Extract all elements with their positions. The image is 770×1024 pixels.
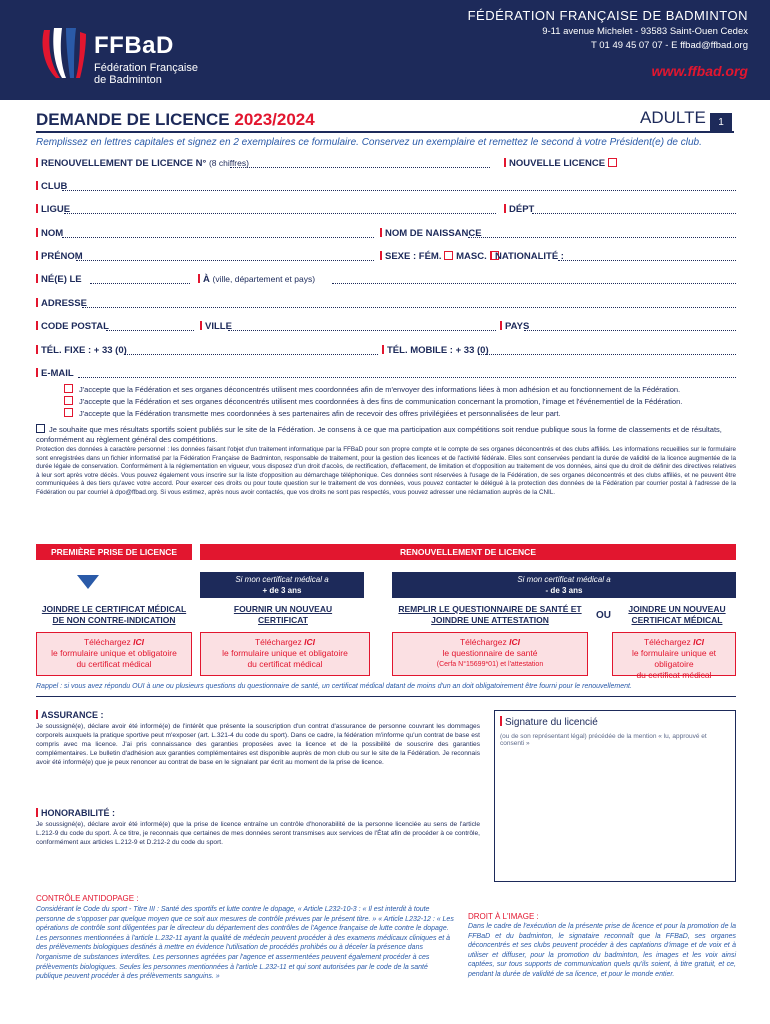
- category-label: ADULTE: [640, 108, 706, 127]
- consent-3: J'accepte que la Fédération transmette mes coordonnées à ses partenaires afin de recevoir des offres privilégiées et personnalisées de leur part.: [64, 408, 561, 418]
- club-field[interactable]: [62, 183, 736, 191]
- download-link-2[interactable]: ICI: [304, 637, 315, 647]
- email-label: E-MAIL: [36, 368, 74, 379]
- arrow-down-icon: [77, 575, 99, 589]
- req-renew-cert: JOINDRE UN NOUVEAU CERTIFICAT MÉDICAL: [628, 604, 726, 625]
- lieu-field[interactable]: [332, 276, 736, 284]
- pays-field[interactable]: [524, 323, 736, 331]
- download-link-3[interactable]: ICI: [509, 637, 520, 647]
- code-postal-field[interactable]: [106, 323, 194, 331]
- section-divider: [36, 696, 736, 697]
- shuttlecock-icon: [36, 26, 88, 82]
- cert-more-3-years: Si mon certificat médical a + de 3 ans: [200, 572, 364, 598]
- lieu-label: À (ville, département et pays): [198, 274, 315, 285]
- adresse-label: ADRESSE: [36, 298, 87, 309]
- page-title: [36, 110, 315, 130]
- dept-field[interactable]: [532, 206, 736, 214]
- renewal-banner: RENOUVELLEMENT DE LICENCE: [200, 544, 736, 560]
- prenom-label: PRÉNOM: [36, 251, 83, 262]
- ligue-label: LIGUE: [36, 204, 70, 215]
- or-label: OU: [596, 610, 611, 621]
- pays-label: PAYS: [500, 321, 529, 332]
- download-link-1[interactable]: ICI: [133, 637, 144, 647]
- page-number: 1: [710, 113, 732, 133]
- download-box-4[interactable]: Téléchargez ICI le formulaire unique et obligatoire du certificat médical: [612, 632, 736, 676]
- club-label: CLUB: [36, 181, 67, 192]
- antidopage-text: Considérant le Code du sport - Titre III : Santé des sportifs et lutte contre le dopage, « Article L232-10-3 : « Il est interdit à toute personne de s'opposer par quelque moyen que ce soit aux mesures de contrôle prévues par le présent titre. » « Article L232-12 : « Les opérations de contrôle sont diligentées par le directeur du département des contrôles de l'Agence française de lutte contre le dopage. Les personnes mentionnées à l'article L.232-11 ayant la qualité de médecin peuvent procéder à des examens médicaux cliniques et à des prélèvements biologiques destinés à mettre en évidence l'utilisation de procédés prohibés ou à déceler la présence dans l'organisme de substances interdites. Les personnes agréées par l'agence et assermentées peuvent également procéder à ces prélèvements biologiques. Seules les personnes mentionnées à l'article L.232-11 et qui sont autorisées par le code de la santé publique peuvent procéder à des prélèvements sanguins. »: [36, 906, 454, 981]
- signature-subtitle: (ou de son représentant légal) précédée de la mention « lu, approuvé et consenti »: [500, 733, 707, 747]
- ligue-field[interactable]: [64, 206, 496, 214]
- assurance-text: Je soussigné(e), déclare avoir été informé(e) de l'intérêt que présente la souscription d'un contrat d'assurance de personne couvrant les dommages corporels auxquels la pratique sportive peut m'exposer (art. L.321-4 du code du sport). Dans ce cadre, la fédération m'informe qu'un contrat de base est compris avec ma licence. J'ai pris connaissance des garanties proposées avec la licence et de la possibilité de souscrire des garanties complémentaires. Le bulletin d'adhésion aux garanties complémentaires est disponible auprès de mon club ou sur le site de la Fédération. Je reconnais avoir été informé(e) que je peux renoncer au contrat de base en le signalant par écrit au moment de la prise de licence.: [36, 723, 480, 767]
- title-divider: [36, 131, 734, 133]
- org-info: [468, 8, 748, 79]
- nationalite-field[interactable]: [558, 253, 736, 261]
- dept-label: DÉPT: [504, 204, 534, 215]
- download-box-1[interactable]: Téléchargez ICI le formulaire unique et obligatoire du certificat médical: [36, 632, 192, 676]
- code-postal-label: CODE POSTAL: [36, 321, 109, 332]
- nom-label: NOM: [36, 228, 63, 239]
- honorabilite-text: Je soussigné(e), déclare avoir été informé(e) que la prise de licence entraîne un contrôle d'honorabilité de la personne licenciée au sens de l'article L.212-9 du code du sport. À ce titre, je reconnais que certaines de mes données seront transmises aux services de l'État afin de procéder à ce contrôle, conformément aux articles L.212-9 et D.212-2 du code du sport.: [36, 821, 480, 847]
- prenom-field[interactable]: [76, 253, 374, 261]
- masc-label: MASC.: [456, 251, 487, 262]
- intro-text: Remplissez en lettres capitales et signez en 2 exemplaires ce formulaire. Conservez un exemplaire et remettez le second à votre Président(e) de club.: [36, 137, 702, 148]
- renewal-label: RENOUVELLEMENT DE LICENCE N° (8 chiffres): [36, 158, 249, 169]
- page-header: [0, 0, 770, 100]
- consent-results-checkbox[interactable]: [36, 424, 45, 433]
- nee-le-label: NÉ(E) LE: [36, 274, 82, 285]
- logo-text: [94, 32, 198, 86]
- ville-field[interactable]: [228, 323, 496, 331]
- logo-sub-1: Fédération Française: [94, 62, 198, 74]
- org-name: FÉDÉRATION FRANÇAISE DE BADMINTON: [467, 8, 748, 23]
- reminder-text: Rappel : si vous avez répondu OUI à une ou plusieurs questions du questionnaire de santé, un certificat médical datant de moins d'un an doit obligatoirement être fourni pour le renouvellement.: [36, 683, 632, 690]
- assurance-title: ASSURANCE :: [36, 710, 104, 720]
- new-licence-checkbox[interactable]: [608, 158, 617, 167]
- image-rights-text: Dans le cadre de l'exécution de la présente prise de licence et pour la promotion de la FFBaD et du badminton, le signataire reconnaît que la FFBaD, ses organes déconcentrés et ses clubs peuvent procéder à des captations d'image et de voix et à utiliser et diffuser, pour la promotion du badminton, les images et les voix ainsi captées, sur tous supports de communication quels qu'ils soient, à titre gratuit, et ce, pendant la durée de validité de sa licence, et pour le monde entier.: [468, 923, 736, 978]
- consent-3-checkbox[interactable]: [64, 408, 73, 417]
- req-questionnaire: REMPLIR LE QUESTIONNAIRE DE SANTÉ ET JOINDRE UNE ATTESTATION: [398, 604, 582, 625]
- nom-naissance-label: NOM DE NAISSANCE: [380, 228, 482, 239]
- honorabilite-title: HONORABILITÉ :: [36, 808, 115, 818]
- req-new-cert: FOURNIR UN NOUVEAU CERTIFICAT: [233, 604, 333, 625]
- tel-fixe-label: TÉL. FIXE : + 33 (0): [36, 345, 127, 356]
- cert-less-3-years: Si mon certificat médical a - de 3 ans: [392, 572, 736, 598]
- ville-label: VILLE: [200, 321, 232, 332]
- title-year: 2023/2024: [234, 110, 315, 129]
- consent-2-checkbox[interactable]: [64, 396, 73, 405]
- nationalite-label: NATIONALITÉ :: [490, 251, 564, 262]
- sexe-label: SEXE : FÉM. MASC.: [380, 251, 499, 262]
- nom-field[interactable]: [62, 230, 374, 238]
- new-licence-label: NOUVELLE LICENCE: [504, 158, 617, 169]
- logo-name: FFBaD: [94, 32, 174, 59]
- data-protection-text: Protection des données à caractère personnel : les données faisant l'objet d'un traitement informatique par la FFBaD pour son propre compte et le compte de ses organes déconcentrés et des clubs affiliés. Les informations recueillies sur le formulaire sont enregistrées dans un fichier informatisé par la Fédération Française de Badminton, responsable de traitement, pour la gestion des licences et de l'activité fédérale. Elles sont conservées pendant la durée de validité de la licence augmentée de la durée légale de conservation. Conformément à la réglementation en vigueur, vous disposez d'un droit d'accès, de rectification, d'effacement, de limitation et d'opposition au traitement de vos données, ainsi que du droit de définir des directives relatives à leur sort après votre décès. Vous pouvez également vous inscrire sur la liste d'opposition au démarchage téléphonique. Ces données sont réservées à l'usage de la Fédération, de ses organes déconcentrés et des clubs affiliés, et ne peuvent être communiquées à des tiers qu'avec votre accord. Pour exercer ces droits ou pour toute question sur le traitement de vos données, vous pouvez contacter le délégué à la protection des données de la Fédération par courrier postal à l'adresse de la Fédération ou par courriel à dpo@ffbad.org. Si vous estimez, après nous avoir contactés, que vos droits ne sont pas respectés, vous pouvez adresser une réclamation auprès de la CNIL.: [36, 446, 736, 496]
- title-main: DEMANDE DE LICENCE: [36, 110, 235, 129]
- renewal-number-field[interactable]: [230, 160, 490, 168]
- org-contact: T 01 49 45 07 07 - E ffbad@ffbad.org: [590, 40, 748, 51]
- req-first-cert: JOINDRE LE CERTIFICAT MÉDICAL DE NON CONTRE-INDICATION: [41, 604, 187, 625]
- download-box-2[interactable]: Téléchargez ICI le formulaire unique et obligatoire du certificat médical: [200, 632, 370, 676]
- antidopage-title: CONTRÔLE ANTIDOPAGE :: [36, 894, 139, 903]
- download-link-4[interactable]: ICI: [693, 637, 704, 647]
- ffbad-logo: [36, 26, 256, 86]
- tel-mobile-field[interactable]: [478, 347, 736, 355]
- first-licence-banner: PREMIÈRE PRISE DE LICENCE: [36, 544, 192, 560]
- email-field[interactable]: [78, 370, 736, 378]
- signature-title: Signature du licencié: [500, 716, 598, 728]
- tel-mobile-label: TÉL. MOBILE : + 33 (0): [382, 345, 489, 356]
- image-rights-title: DROIT À L'IMAGE :: [468, 912, 539, 921]
- download-box-3[interactable]: Téléchargez ICI le questionnaire de santé (Cerfa N°15699*01) et l'attestation: [392, 632, 588, 676]
- consent-2: J'accepte que la Fédération et ses organes déconcentrés utilisent mes coordonnées à des fins de communication concernant la promotion, l'image et l'événementiel de la Fédération.: [64, 396, 682, 406]
- sexe-fem-checkbox[interactable]: [444, 251, 453, 260]
- nom-naissance-field[interactable]: [468, 230, 736, 238]
- org-website-link[interactable]: www.ffbad.org: [651, 63, 748, 79]
- logo-sub-2: de Badminton: [94, 74, 162, 86]
- nee-le-field[interactable]: [90, 276, 190, 284]
- adresse-field[interactable]: [82, 300, 736, 308]
- consent-1: J'accepte que la Fédération et ses organes déconcentrés utilisent mes coordonnées afin de m'envoyer des informations liées à mon adhésion et au fonctionnement de la Fédération.: [64, 384, 680, 394]
- tel-fixe-field[interactable]: [124, 347, 378, 355]
- consent-results: Je souhaite que mes résultats sportifs soient publiés sur le site de la Fédération. Je consens à ce que ma participation aux compétitions soit rendue publique sous la forme de classements et de résultats, conformément au règlement général des compétitions.: [36, 425, 722, 444]
- org-address: 9-11 avenue Michelet - 93583 Saint-Ouen Cedex: [542, 26, 748, 37]
- consent-1-checkbox[interactable]: [64, 384, 73, 393]
